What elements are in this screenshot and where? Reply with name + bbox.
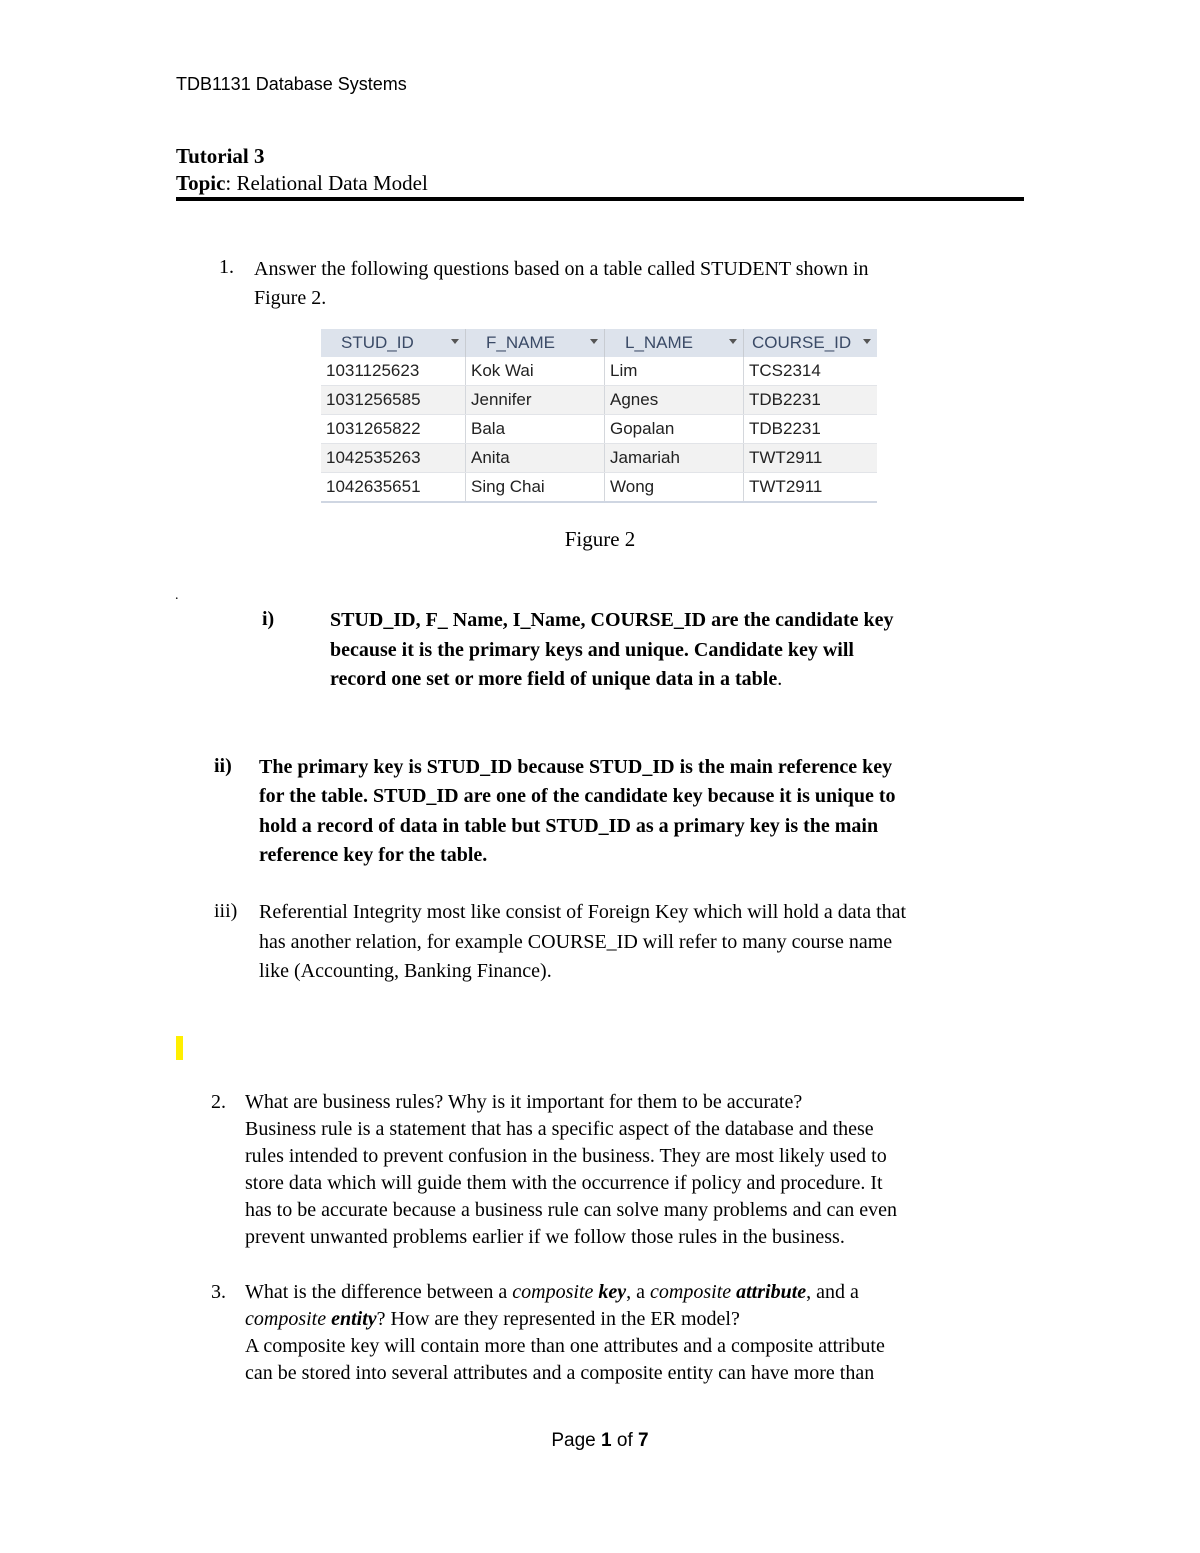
table-cell: Wong bbox=[605, 473, 744, 503]
figure-caption: Figure 2 bbox=[564, 527, 636, 551]
col-course-id[interactable] bbox=[744, 329, 878, 357]
answer-iii-line1: Referential Integrity most like consist of Foreign Key which will hold a data that bbox=[259, 901, 907, 923]
q3-text-part: , a bbox=[626, 1281, 651, 1303]
answer-ii-line1: The primary key is STUD_ID because STUD_ID is the main reference key bbox=[259, 756, 893, 778]
table-header-row bbox=[321, 329, 877, 357]
footer-page-number: 1 bbox=[601, 1430, 612, 1451]
q3-bold-term: attribute bbox=[736, 1281, 807, 1303]
table-row bbox=[321, 473, 877, 503]
highlight-mark bbox=[176, 1036, 183, 1060]
q3-number: 3. bbox=[211, 1281, 226, 1303]
q2-text bbox=[245, 1089, 897, 1251]
table-cell: 1042635651 bbox=[321, 473, 466, 503]
table-row bbox=[321, 415, 877, 444]
footer-page-word: Page bbox=[551, 1430, 596, 1451]
answer-ii-text bbox=[259, 753, 895, 870]
q3-text-part: ? How are they represented in the ER model? bbox=[376, 1308, 740, 1330]
q1-line2: Figure 2. bbox=[254, 287, 327, 309]
answer-ii-line3: hold a record of data in table but STUD_ID as a primary key is the main bbox=[259, 814, 879, 837]
col-label: COURSE_ID bbox=[752, 333, 852, 352]
col-stud-id[interactable] bbox=[321, 329, 466, 357]
filter-dropdown-icon[interactable] bbox=[729, 339, 737, 344]
table-cell: Sing Chai bbox=[466, 473, 605, 503]
answer-i-line3-end: . bbox=[777, 668, 783, 690]
table-cell: Jamariah bbox=[605, 444, 744, 473]
topic-label: Topic bbox=[176, 171, 226, 195]
document-header: TDB1131 Database Systems bbox=[176, 74, 407, 94]
q2-answer-line5: prevent unwanted problems earlier if we follow those rules in the business. bbox=[245, 1226, 845, 1248]
stray-mark: . bbox=[175, 588, 179, 603]
table-cell: Gopalan bbox=[605, 415, 744, 444]
answer-i-text bbox=[330, 606, 894, 695]
q3-text bbox=[245, 1279, 885, 1387]
q1-text bbox=[254, 255, 869, 313]
table-cell: Jennifer bbox=[466, 386, 605, 415]
answer-iii-text bbox=[259, 898, 906, 987]
table-cell: Anita bbox=[466, 444, 605, 473]
col-label: F_NAME bbox=[486, 333, 555, 352]
table-row bbox=[321, 386, 877, 415]
footer-total-pages: 7 bbox=[638, 1430, 649, 1451]
q2-number: 2. bbox=[211, 1091, 226, 1113]
q2-answer-line4: has to be accurate because a business rule can solve many problems and can even bbox=[245, 1199, 897, 1221]
table-cell: TWT2911 bbox=[744, 444, 878, 473]
q1-number: 1. bbox=[219, 256, 234, 278]
table-cell: Agnes bbox=[605, 386, 744, 415]
q2-answer-line2: rules intended to prevent confusion in the business. They are most likely used to bbox=[245, 1145, 887, 1167]
answer-ii-line4: reference key for the table. bbox=[259, 843, 488, 866]
q3-bold-term: key bbox=[598, 1281, 627, 1303]
answer-iii-label: iii) bbox=[214, 900, 238, 922]
table-cell: 1031256585 bbox=[321, 386, 466, 415]
q3-italic-term: composite bbox=[512, 1281, 594, 1303]
table-cell: TCS2314 bbox=[744, 357, 878, 386]
filter-dropdown-icon[interactable] bbox=[451, 339, 459, 344]
answer-iii-line2: has another relation, for example COURSE_ID will refer to many course name bbox=[259, 930, 893, 953]
filter-dropdown-icon[interactable] bbox=[863, 339, 871, 344]
table-cell: TDB2231 bbox=[744, 415, 878, 444]
table-cell: 1042535263 bbox=[321, 444, 466, 473]
answer-i-line3-text: record one set or more field of unique data in a table bbox=[330, 668, 778, 690]
table-cell: 1031265822 bbox=[321, 415, 466, 444]
q3-answer-line2: can be stored into several attributes and a composite entity can have more than bbox=[245, 1362, 875, 1384]
q3-bold-term: entity bbox=[331, 1308, 377, 1330]
table-row bbox=[321, 357, 877, 386]
q3-text-part: What is the difference between a bbox=[245, 1281, 513, 1303]
table-row bbox=[321, 444, 877, 473]
col-l-name[interactable] bbox=[605, 329, 744, 357]
answer-ii-line2: for the table. STUD_ID are one of the candidate key because it is unique to bbox=[259, 785, 896, 808]
table-cell: Bala bbox=[466, 415, 605, 444]
q3-question-line2 bbox=[245, 1306, 885, 1333]
title-rule bbox=[176, 197, 1024, 201]
q2-answer-line3: store data which will guide them with the occurrence if policy and procedure. It bbox=[245, 1172, 883, 1194]
footer-of-word: of bbox=[616, 1430, 633, 1451]
answer-i-line3 bbox=[330, 665, 894, 695]
topic-value: : Relational Data Model bbox=[225, 171, 428, 195]
table-cell: 1031125623 bbox=[321, 357, 466, 386]
answer-i-line1: STUD_ID, F_ Name, I_Name, COURSE_ID are the candidate key bbox=[330, 609, 894, 631]
col-f-name[interactable] bbox=[466, 329, 605, 357]
table-cell: Lim bbox=[605, 357, 744, 386]
answer-i-label: i) bbox=[262, 608, 275, 630]
answer-i-line2: because it is the primary keys and unique. Candidate key will bbox=[330, 638, 854, 661]
q2-question: What are business rules? Why is it important for them to be accurate? bbox=[245, 1091, 803, 1113]
q3-question-line1 bbox=[245, 1279, 885, 1306]
q1-line1: Answer the following questions based on a table called STUDENT shown in bbox=[254, 258, 869, 280]
q3-text-part: , and a bbox=[806, 1281, 859, 1303]
answer-iii-line3: like (Accounting, Banking Finance). bbox=[259, 960, 552, 982]
table-cell: Kok Wai bbox=[466, 357, 605, 386]
tutorial-title: Tutorial 3 bbox=[176, 144, 265, 168]
q3-italic-term: composite bbox=[245, 1308, 327, 1330]
answer-ii-label: ii) bbox=[214, 755, 232, 777]
filter-dropdown-icon[interactable] bbox=[590, 339, 598, 344]
table-cell: TWT2911 bbox=[744, 473, 878, 503]
page-footer bbox=[0, 1430, 1200, 1452]
student-table bbox=[321, 329, 877, 503]
table-cell: TDB2231 bbox=[744, 386, 878, 415]
topic-line bbox=[176, 171, 428, 196]
q3-italic-term: composite bbox=[650, 1281, 732, 1303]
col-label: STUD_ID bbox=[341, 333, 414, 352]
q3-answer-line1: A composite key will contain more than one attributes and a composite attribute bbox=[245, 1335, 885, 1357]
col-label: L_NAME bbox=[625, 333, 694, 352]
q2-answer-line1: Business rule is a statement that has a specific aspect of the database and these bbox=[245, 1118, 874, 1140]
